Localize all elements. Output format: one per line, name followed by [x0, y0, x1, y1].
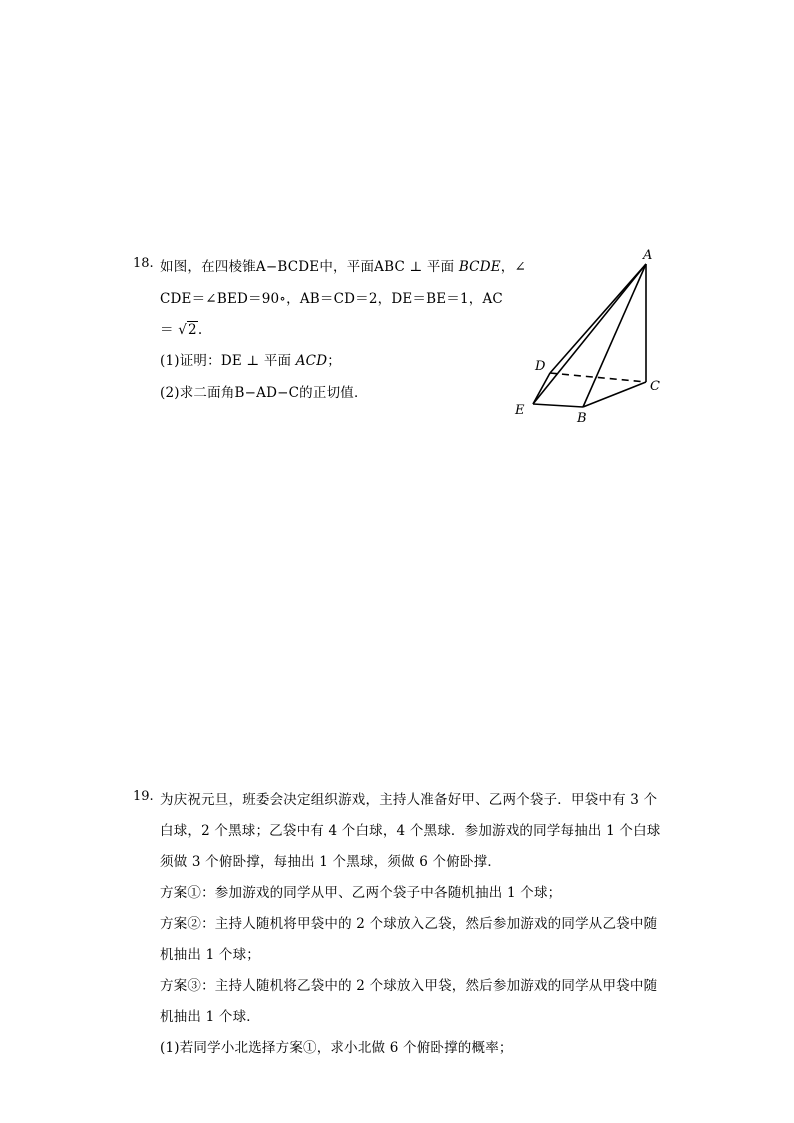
text: ，∠ [500, 259, 527, 275]
scheme-1: 方案①：参加游戏的同学从甲、乙两个袋子中各随机抽出 1 个球； [160, 885, 562, 901]
question-text-line [160, 287, 503, 307]
radical-sign: √ [178, 322, 188, 338]
edge-AD [550, 264, 646, 373]
text: 如图，在四棱锥A−BCDE中，平面ABC [160, 259, 405, 275]
text: . [197, 322, 203, 338]
question-number: 18. [133, 256, 154, 271]
sqrt-expression [178, 322, 198, 338]
radicand: 2 [188, 322, 197, 338]
math-italic: ACD [295, 353, 328, 369]
scheme-2-cont: 机抽出 1 个球； [160, 947, 260, 963]
vertex-label-A: A [643, 248, 653, 263]
question-text-line: 为庆祝元旦，班委会决定组织游戏，主持人准备好甲、乙两个袋子．甲袋中有 3 个 [160, 792, 658, 808]
question-text-line: 白球，2 个黑球；乙袋中有 4 个白球，4 个黑球．参加游戏的同学每抽出 1 个白球 [160, 823, 661, 839]
vertex-label-D: D [535, 359, 546, 374]
edge-AE [533, 264, 646, 404]
text: (2)求二面角B−AD−C的正切值． [160, 385, 368, 401]
vertex-label-B: B [577, 411, 587, 426]
scheme-2: 方案②：主持人随机将甲袋中的 2 个球放入乙袋，然后参加游戏的同学从乙袋中随 [160, 916, 658, 932]
text: ； [327, 353, 341, 369]
question-number: 19. [133, 789, 154, 804]
text: CDE＝∠BED＝90∘，AB＝CD＝2，DE＝BE＝1，AC [160, 291, 503, 307]
text: 平面 [426, 259, 455, 275]
perp-symbol: ⊥ [246, 353, 260, 369]
scheme-3: 方案③：主持人随机将乙袋中的 2 个球放入甲袋，然后参加游戏的同学从甲袋中随 [160, 978, 658, 994]
text: 平面 [263, 353, 292, 369]
scheme-3-cont: 机抽出 1 个球． [160, 1009, 260, 1025]
math-italic: BCDE [458, 259, 501, 275]
question-text-line [160, 318, 202, 338]
text: ＝ [160, 322, 174, 338]
question-text-line: 须做 3 个俯卧撑，每抽出 1 个黑球，须做 6 个俯卧撑． [160, 854, 502, 870]
question-text-line [160, 255, 526, 275]
pyramid-figure [505, 240, 675, 430]
vertex-label-E: E [515, 403, 525, 418]
edge-EB [533, 404, 583, 407]
question-part-2 [160, 381, 368, 401]
edge-ED [533, 373, 550, 404]
question-part-1 [160, 349, 341, 369]
text: (1)证明：DE [160, 353, 242, 369]
vertex-label-C: C [650, 379, 660, 394]
question-part-1: (1)若同学小北选择方案①，求小北做 6 个俯卧撑的概率； [160, 1040, 513, 1056]
perp-symbol: ⊥ [409, 259, 423, 275]
